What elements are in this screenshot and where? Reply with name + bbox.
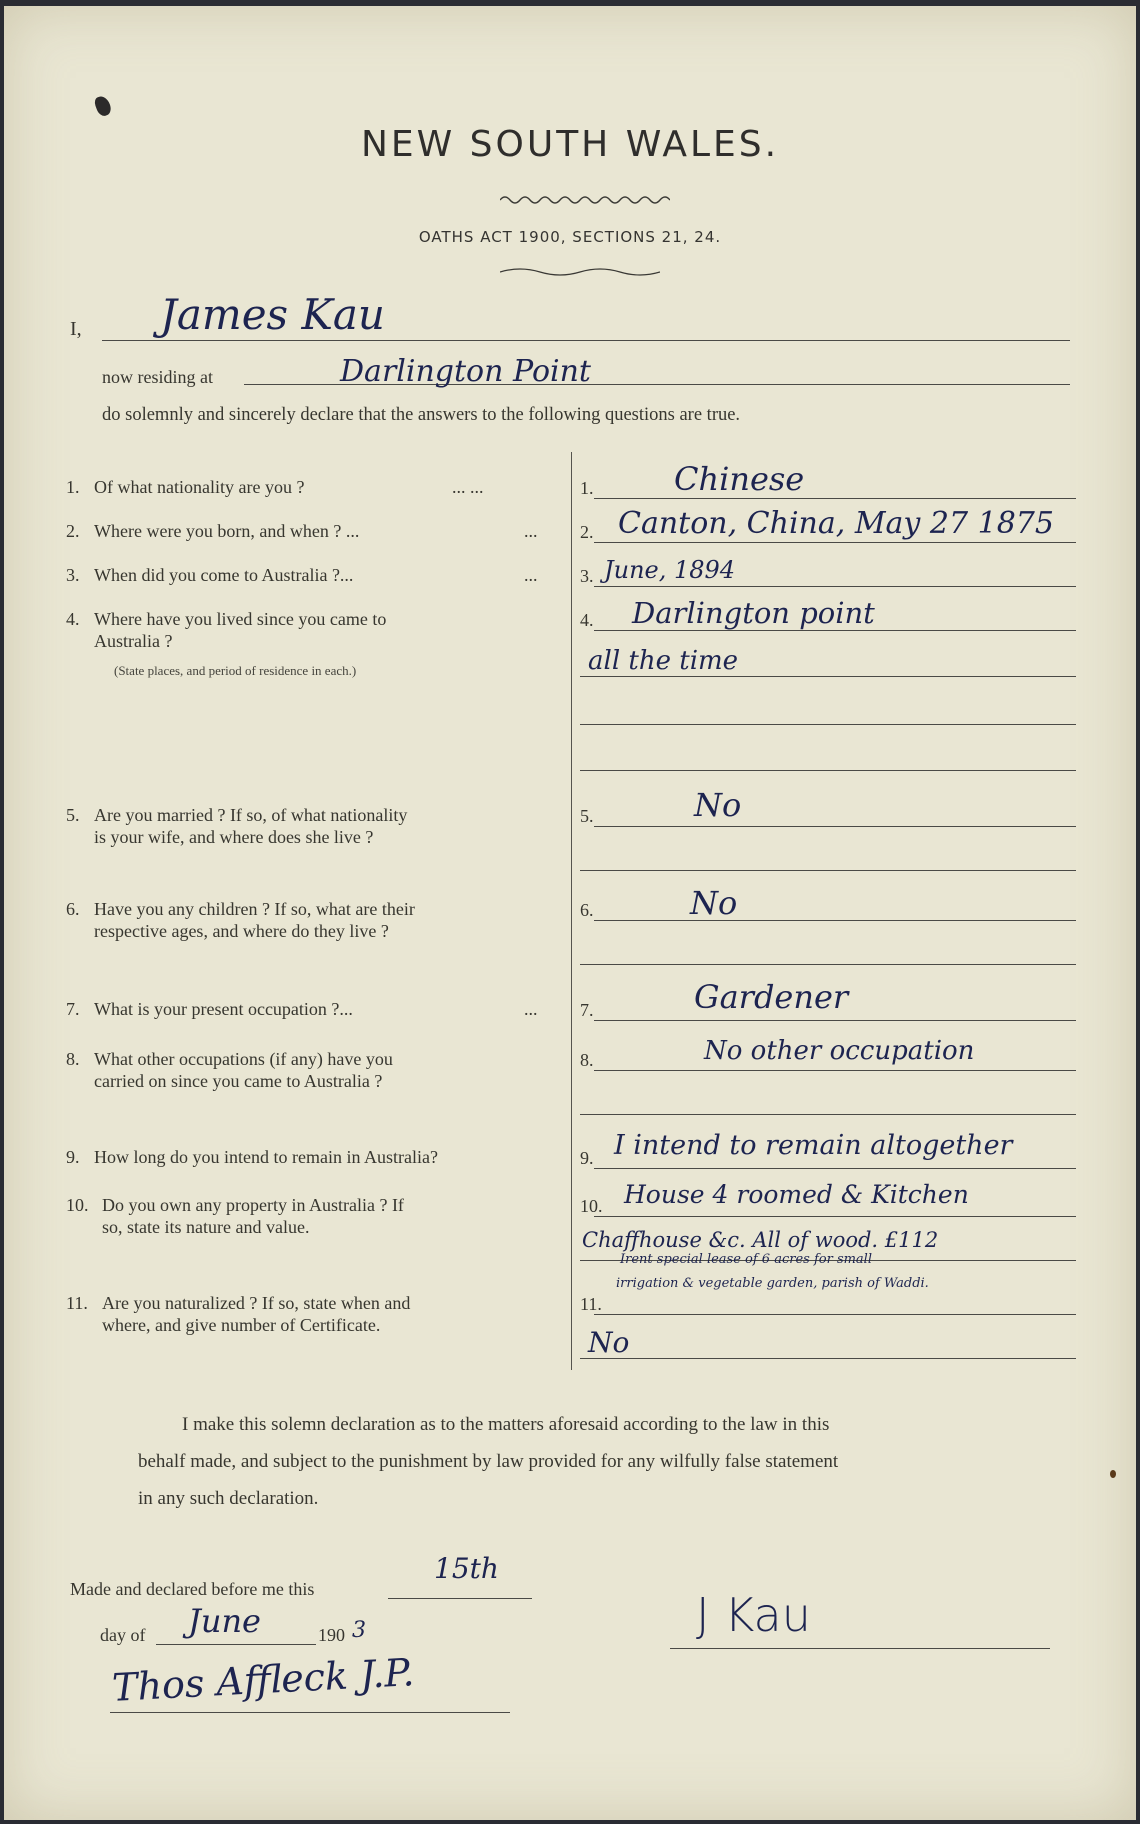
year-digit: 3 [352, 1618, 366, 1643]
question-3: 3. When did you come to Australia ?... ... [66, 565, 538, 585]
answer-num-9: 9. [580, 1148, 594, 1168]
answer-line-8b [580, 1114, 1076, 1115]
answer-num-3: 3. [580, 566, 594, 586]
answer-num-8: 8. [580, 1050, 594, 1070]
form-subtitle: OATHS ACT 1900, SECTIONS 21, 24. [418, 228, 722, 246]
day-value: 15th [434, 1552, 499, 1585]
answer-num-10: 10. [580, 1196, 603, 1216]
answer-3: June, 1894 [604, 556, 736, 584]
answer-line-4d [580, 770, 1076, 771]
answer-line-2 [594, 542, 1076, 543]
declarant-signature-line [670, 1648, 1050, 1649]
answer-10c: Irent special lease of 6 acres for small [620, 1252, 873, 1267]
answer-line-11b [580, 1358, 1076, 1359]
answer-line-6b [580, 964, 1076, 965]
declaration-intro: do solemnly and sincerely declare that the answers to the following questions are true. [102, 405, 741, 425]
answer-line-11 [594, 1314, 1076, 1315]
ornament-divider-top [500, 192, 670, 208]
answer-num-4: 4. [580, 610, 594, 630]
answer-2: Canton, China, May 27 1875 [618, 506, 1054, 541]
answer-line-9 [594, 1168, 1076, 1169]
i-label: I, [70, 318, 82, 340]
answer-1: Chinese [674, 460, 805, 498]
answer-line-4c [580, 724, 1076, 725]
answer-4b: all the time [588, 646, 739, 676]
form-title: NEW SOUTH WALES. [360, 124, 780, 165]
answer-7: Gardener [694, 978, 849, 1016]
question-1: 1. Of what nationality are you ? ... ... [66, 477, 484, 497]
answer-8: No other occupation [704, 1036, 975, 1066]
question-2: 2. Where were you born, and when ? ... ... [66, 521, 538, 541]
declarant-signature: J Kau [696, 1588, 811, 1642]
month-line [156, 1644, 316, 1645]
residing-label: now residing at [102, 367, 213, 387]
answer-line-8 [594, 1070, 1076, 1071]
question-6: 6. Have you any children ? If so, what are their respective ages, and where do they live ? [66, 899, 415, 941]
month-value: June [188, 1602, 261, 1640]
answer-6: No [690, 884, 738, 922]
question-9: 9. How long do you intend to remain in Australia? [66, 1147, 438, 1167]
answer-num-6: 6. [580, 900, 594, 920]
ink-blot [93, 94, 113, 118]
jp-signature: Thos Affleck J.P. [111, 1650, 416, 1710]
question-4: 4. Where have you lived since you came to Australia ? (State places, and period of residence in each.) [66, 609, 387, 678]
day-line [388, 1598, 532, 1599]
answer-num-5: 5. [580, 806, 594, 826]
jp-line [110, 1712, 510, 1713]
declaration-form [4, 6, 1136, 1820]
question-8: 8. What other occupations (if any) have you carried on since you came to Australia ? [66, 1049, 393, 1091]
answer-line-6 [594, 920, 1076, 921]
answer-line-5 [594, 826, 1076, 827]
question-7: 7. What is your present occupation ?... ... [66, 999, 538, 1019]
answer-line-1 [594, 498, 1076, 499]
answer-num-1: 1. [580, 478, 594, 498]
answer-line-3 [594, 586, 1076, 587]
year-prefix: 190 [318, 1625, 345, 1645]
answer-10b: Chaffhouse &c. All of wood. £112 [582, 1228, 939, 1252]
column-divider [571, 452, 572, 1370]
question-5: 5. Are you married ? If so, of what nationality is your wife, and where does she live ? [66, 805, 408, 847]
answer-line-7 [594, 1020, 1076, 1021]
made-declared-label: Made and declared before me this [70, 1579, 315, 1599]
name-line [102, 340, 1070, 341]
answer-line-5b [580, 870, 1076, 871]
answer-num-2: 2. [580, 522, 594, 542]
answer-line-4b [580, 676, 1076, 677]
answer-5: No [694, 786, 742, 824]
answer-line-10 [594, 1216, 1076, 1217]
answer-num-11: 11. [580, 1294, 602, 1314]
answer-10: House 4 roomed & Kitchen [624, 1180, 969, 1209]
answer-9: I intend to remain altogether [614, 1130, 1013, 1161]
question-10: 10. Do you own any property in Australia ? If so, state its nature and value. [66, 1195, 404, 1237]
solemn-declaration: I make this solemn declaration as to the matters aforesaid according to the law in this behalf made, and subject to the punishment by law provided for any wilfully false statement in any such declaration. [138, 1414, 839, 1509]
residence-value: Darlington Point [340, 354, 591, 389]
answer-4: Darlington point [632, 596, 875, 630]
ink-dot [1110, 1470, 1116, 1478]
declarant-name: James Kau [160, 290, 385, 339]
question-11: 11. Are you naturalized ? If so, state when and where, and give number of Certificate. [66, 1293, 411, 1335]
answer-11: No [588, 1326, 630, 1359]
answer-10d: irrigation & vegetable garden, parish of Waddi. [616, 1276, 929, 1291]
answer-line-4 [594, 630, 1076, 631]
day-of-label: day of [100, 1625, 146, 1645]
ornament-divider-bottom [500, 264, 660, 278]
answer-num-7: 7. [580, 1000, 594, 1020]
